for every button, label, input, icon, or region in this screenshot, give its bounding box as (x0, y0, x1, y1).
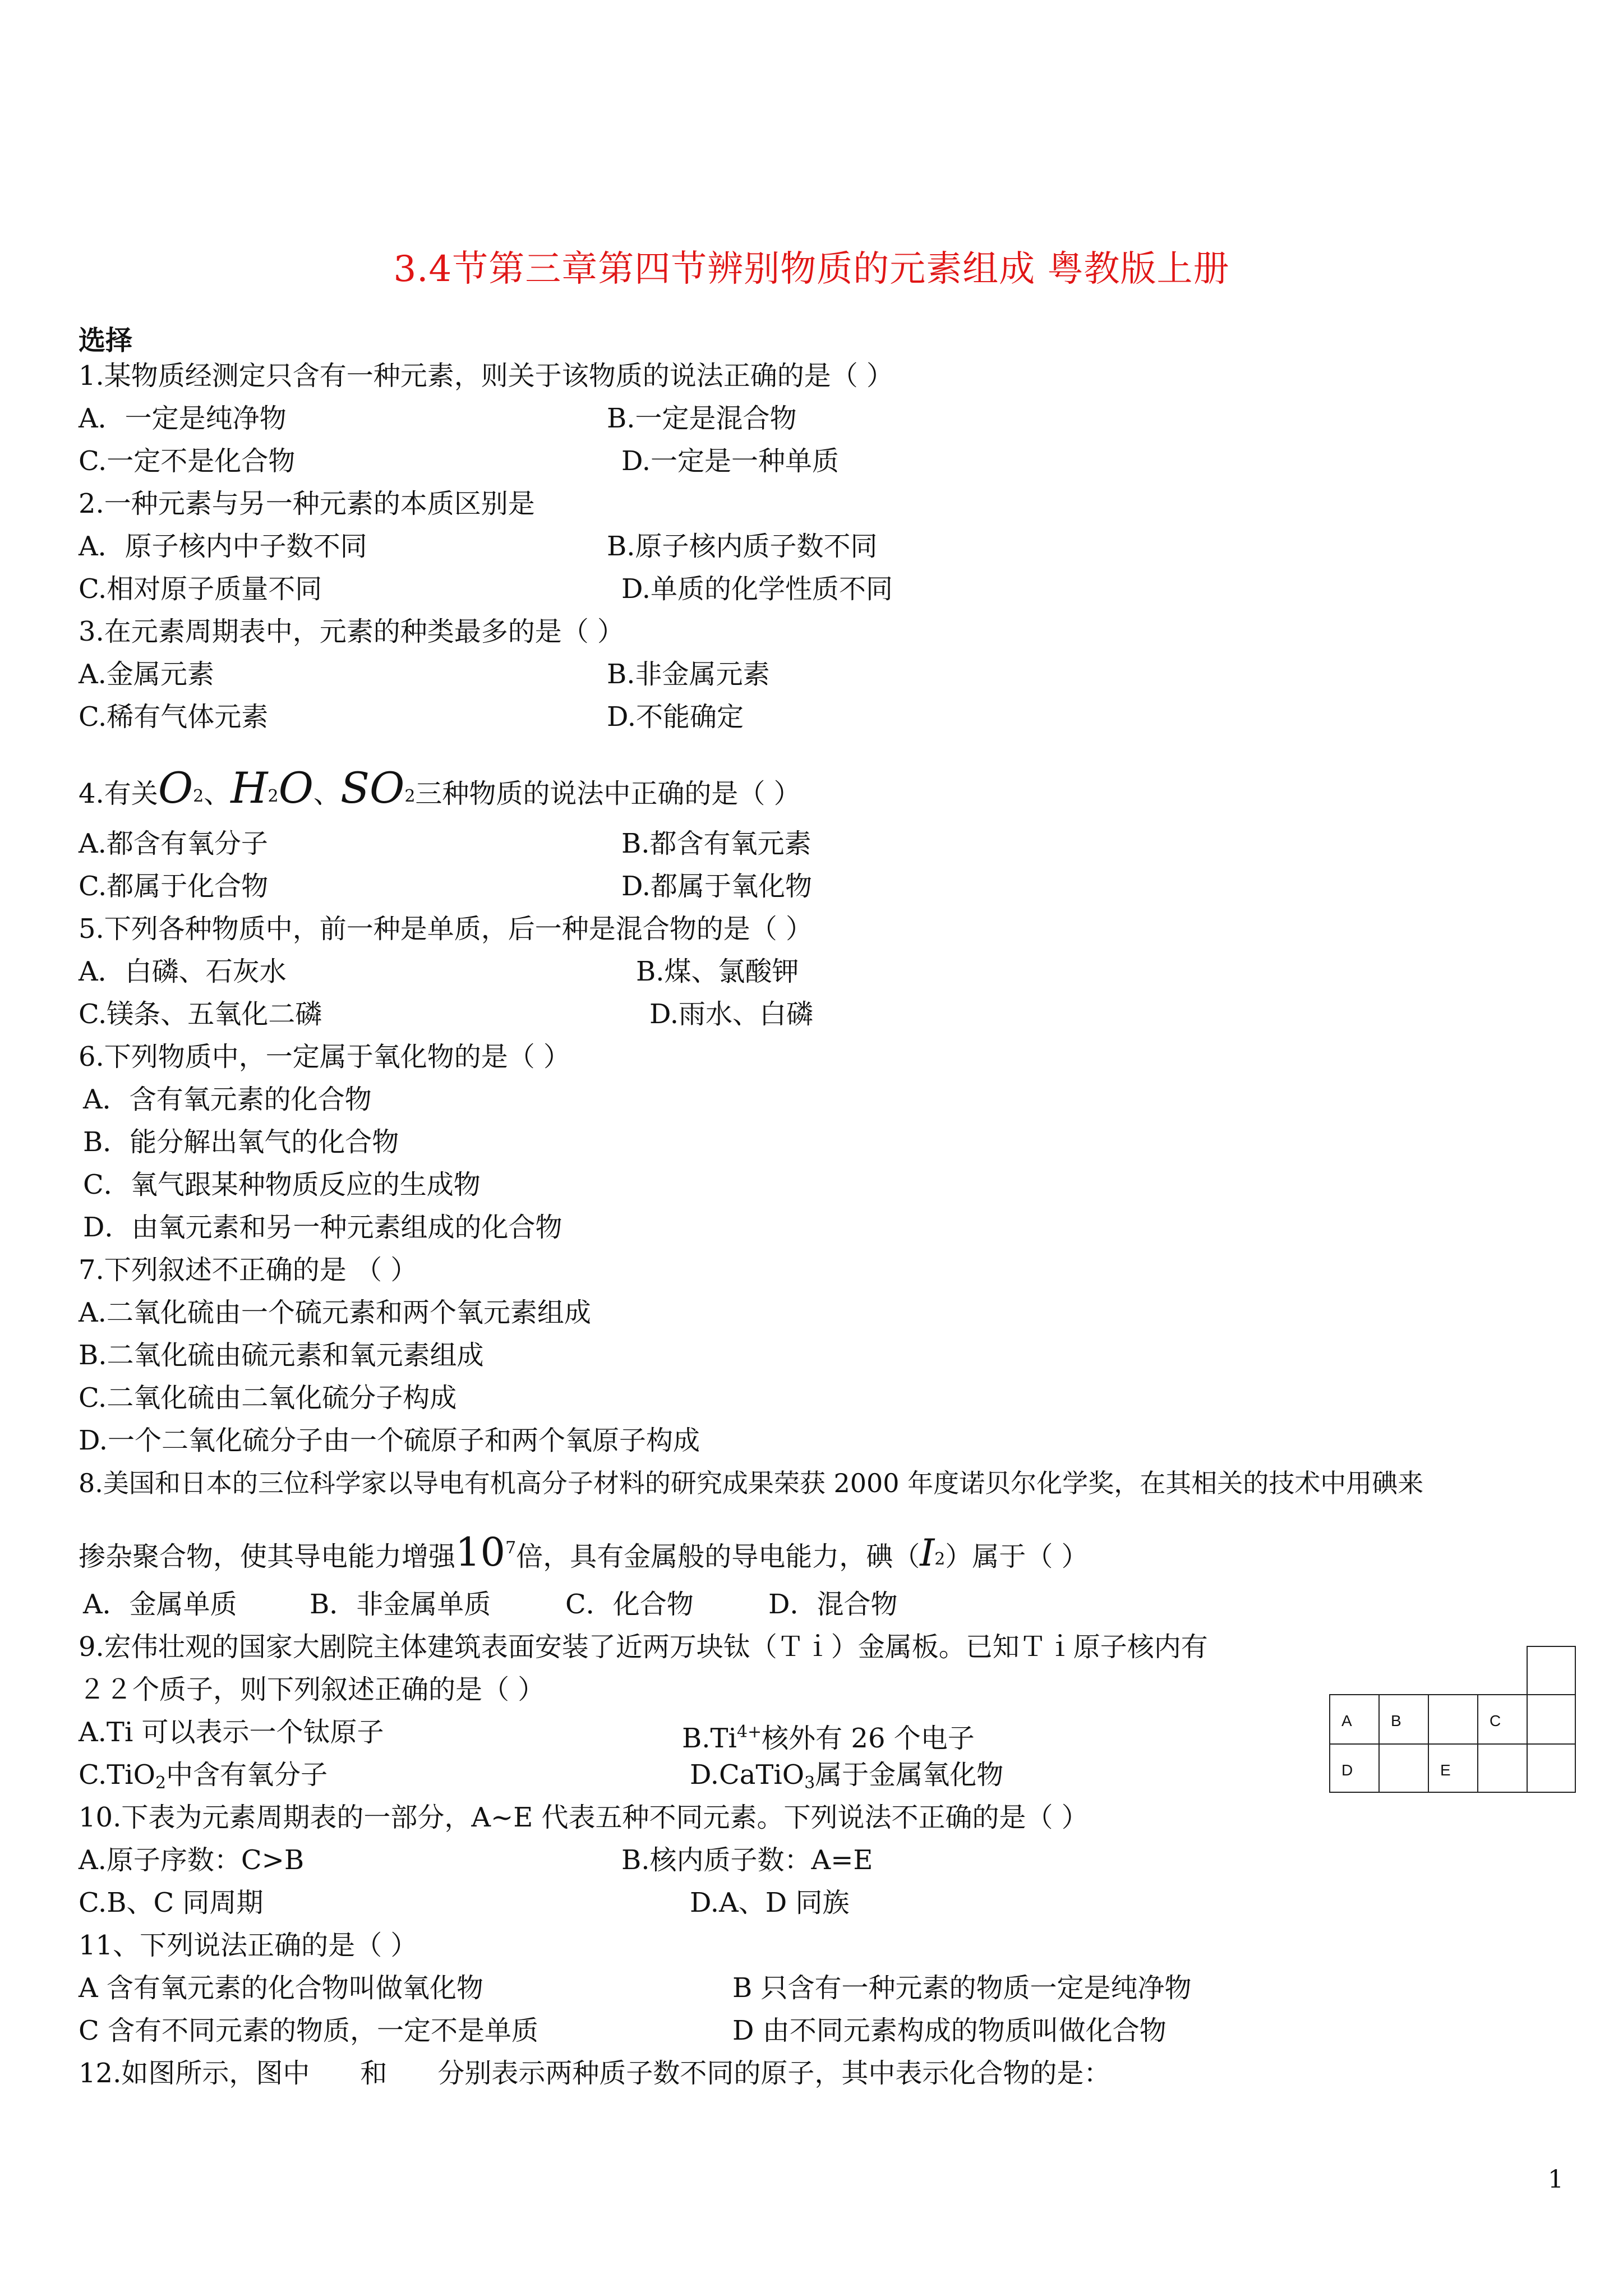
formula-so2: SO2 (340, 763, 416, 813)
q6-option-b: B．能分解出氧气的化合物 (83, 1126, 399, 1158)
q11-option-d: D 由不同元素构成的物质叫做化合物 (732, 2015, 1166, 2046)
q3-option-a: A.金属元素 (79, 659, 214, 690)
q7-option-d: D.一个二氧化硫分子由一个硫原子和两个氧原子构成 (79, 1425, 700, 1456)
q5-option-b: B.煤、氯酸钾 (636, 956, 799, 987)
q2-option-a: A．原子核内中子数不同 (79, 531, 367, 562)
table-cell-a: A (1329, 1694, 1380, 1745)
q4-option-a: A.都含有氧分子 (79, 828, 268, 859)
q4-option-c: C.都属于化合物 (79, 871, 269, 902)
q8-option-c: C．化合物 (565, 1589, 694, 1620)
formula-o2: O2 (158, 763, 204, 813)
q11-option-c: C 含有不同元素的物质，一定不是单质 (79, 2015, 538, 2046)
q4-option-b: B.都含有氧元素 (621, 828, 811, 859)
q5-option-d: D.雨水、白磷 (649, 999, 814, 1030)
question-2-stem: 2.一种元素与另一种元素的本质区别是 (79, 488, 535, 519)
formula-i2: I2 (920, 1531, 946, 1575)
q4-prefix: 4.有关 (79, 778, 158, 809)
q10-option-c: C.B、C 同周期 (79, 1887, 264, 1918)
question-7-stem: 7.下列叙述不正确的是 （ ） (79, 1254, 418, 1286)
page-title: 3.4节第三章第四节辨别物质的元素组成 粤教版上册 (393, 249, 1230, 290)
table-cell-e: E (1428, 1743, 1478, 1793)
q11-option-b: B 只含有一种元素的物质一定是纯净物 (732, 1972, 1192, 2004)
table-cell-empty-1 (1428, 1694, 1478, 1745)
q9-option-d: D.CaTiO$_3$属于金属氧化物 (690, 1759, 1004, 1793)
q7-option-c: C.二氧化硫由二氧化硫分子构成 (79, 1382, 457, 1414)
table-cell-empty-3 (1477, 1743, 1528, 1793)
section-heading: 选择 (79, 325, 133, 356)
q4-suffix: 三种物质的说法中正确的是（ ） (415, 778, 801, 809)
question-6-stem: 6.下列物质中，一定属于氧化物的是（ ） (79, 1041, 571, 1073)
table-cell-empty-2 (1378, 1743, 1429, 1793)
q2-option-d: D.单质的化学性质不同 (621, 573, 893, 605)
q3-option-d: D.不能确定 (607, 701, 744, 733)
q5-option-c: C.镁条、五氧化二磷 (79, 999, 322, 1030)
q7-option-a: A.二氧化硫由一个硫元素和两个氧元素组成 (79, 1297, 591, 1328)
q2-option-c: C.相对原子质量不同 (79, 573, 322, 605)
table-cell-top (1527, 1646, 1576, 1695)
q3-option-b: B.非金属元素 (607, 659, 770, 690)
table-cell-right-2 (1527, 1743, 1576, 1793)
q7-option-b: B.二氧化硫由硫元素和氧元素组成 (79, 1340, 484, 1371)
q6-option-a: A．含有氧元素的化合物 (83, 1084, 372, 1115)
q11-option-a: A 含有氧元素的化合物叫做氧化物 (79, 1972, 483, 2004)
question-9-line-1: 9.宏伟壮观的国家大剧院主体建筑表面安装了近两万块钛（Ｔｉ）金属板。已知Ｔｉ原子核内有 (79, 1631, 1208, 1663)
page-number: 1 (1548, 2165, 1564, 2194)
question-11-stem: 11、下列说法正确的是（ ） (79, 1930, 418, 1961)
question-12-stem: 12.如图所示，图中 和 分别表示两种质子数不同的原子，其中表示化合物的是： (79, 2058, 1111, 2089)
q1-option-a: A．一定是纯净物 (79, 403, 287, 434)
q10-option-b: B.核内质子数：A=E (621, 1844, 873, 1876)
q4-option-d: D.都属于氧化物 (621, 871, 813, 902)
power-of-ten: $10^7$ (455, 1529, 517, 1575)
question-10-stem: 10.下表为元素周期表的一部分，A~E 代表五种不同元素。下列说法不正确的是（ ） (79, 1802, 1089, 1833)
q10-option-a: A.原子序数：C>B (79, 1844, 305, 1876)
question-3-stem: 3.在元素周期表中，元素的种类最多的是（ ） (79, 616, 625, 647)
question-5-stem: 5.下列各种物质中，前一种是单质，后一种是混合物的是（ ） (79, 913, 813, 945)
q1-option-d: D.一定是一种单质 (621, 445, 840, 477)
question-9-line-2: ２２个质子，则下列叙述正确的是（ ） (79, 1674, 545, 1705)
question-8-line-1: 8.美国和日本的三位科学家以导电有机高分子材料的研究成果荣获 2000 年度诺贝尔化学奖，在其相关的技术中用碘来 (79, 1468, 1424, 1498)
q8-option-a: A．金属单质 (83, 1589, 237, 1620)
table-cell-b: B (1378, 1694, 1429, 1745)
question-4-stem: 4.有关O2、H2O、SO2三种物质的说法中正确的是（ ） (79, 763, 801, 813)
table-cell-right-1 (1527, 1694, 1576, 1745)
periodic-table-fragment (1329, 1646, 1576, 1793)
q1-option-b: B.一定是混合物 (607, 403, 797, 434)
q9-option-b: $B.Ti^{4+}$核外有 26 个电子 (682, 1722, 975, 1754)
q8-option-d: D．混合物 (768, 1589, 898, 1620)
q9-option-c: C.TiO$_2$中含有氧分子 (79, 1759, 328, 1793)
q6-option-d: D．由氧元素和另一种元素组成的化合物 (83, 1212, 562, 1243)
question-1-stem: 1.某物质经测定只含有一种元素，则关于该物质的说法正确的是（ ） (79, 360, 894, 392)
q10-option-d: D.A、D 同族 (690, 1887, 850, 1918)
q9-option-a: A.Ti 可以表示一个钛原子 (79, 1717, 384, 1748)
q3-option-c: C.稀有气体元素 (79, 701, 269, 733)
table-cell-c: C (1477, 1694, 1528, 1745)
q2-option-b: B.原子核内质子数不同 (607, 531, 878, 562)
q8-option-b: B．非金属单质 (310, 1589, 491, 1620)
question-8-line-2: 掺杂聚合物，使其导电能力增强$10^7$倍，具有金属般的导电能力，碘（I2）属于（ ） (79, 1529, 1089, 1575)
formula-h2o: H2O (230, 763, 313, 813)
q5-option-a: A．白磷、石灰水 (79, 956, 287, 987)
q6-option-c: C．氧气跟某种物质反应的生成物 (83, 1169, 481, 1200)
q1-option-c: C.一定不是化合物 (79, 445, 296, 477)
table-cell-d: D (1329, 1743, 1380, 1793)
